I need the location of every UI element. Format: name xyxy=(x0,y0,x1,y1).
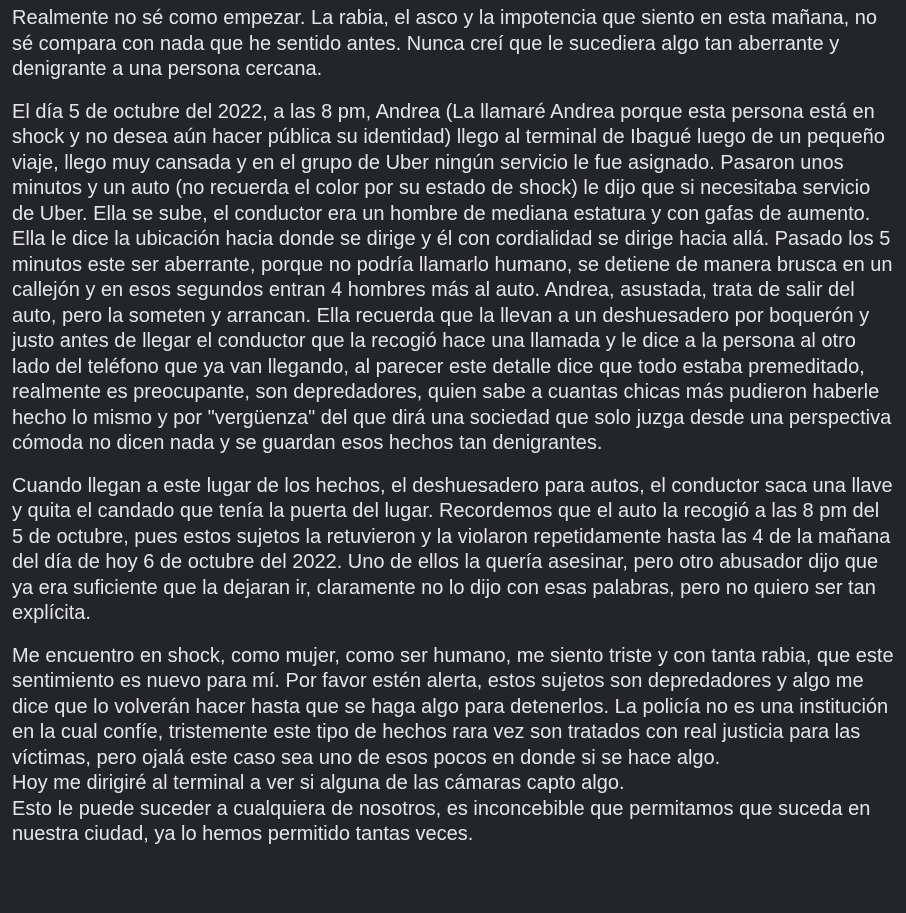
post-paragraph-intro: Realmente no sé como empezar. La rabia, el asco y la impotencia que siento en esta mañana, no sé compara con nada que he sentido antes. Nunca creí que le sucediera algo tan aberrante y denigrante a una persona cercana. xyxy=(12,7,877,80)
closing-line-feelings: Me encuentro en shock, como mujer, como ser humano, me siento triste y con tanta rabia, que este sentimiento es nuevo para mí. Por favor estén alerta, estos sujetos son depredadores y algo me dice que lo volverán hacer hasta que se haga algo para detenerlos. La policía no es una institución en la cual confíe, tristemente este tipo de hechos rara vez son tratados con real justicia para las víctimas, pero ojalá este caso sea uno de esos pocos en donde si se hace algo. xyxy=(12,644,894,769)
closing-line-warning: Esto le puede suceder a cualquiera de nosotros, es inconcebible que permitamos que suceda en nuestra ciudad, ya lo hemos permitido tantas veces. xyxy=(12,797,871,845)
post-paragraph-incident: El día 5 de octubre del 2022, a las 8 pm, Andrea (La llamaré Andrea porque esta persona está en shock y no desea aún hacer pública su identidad) llego al terminal de Ibagué luego de un pequeño viaje, llego muy cansada y en el grupo de Uber ningún servicio le fue asignado. Pasaron unos minutos y un auto (no recuerda el color por su estado de shock) le dijo que si necesitaba servicio de Uber. Ella se sube, el conductor era un hombre de mediana estatura y con gafas de aumento. Ella le dice la ubicación hacia donde se dirige y él con cordialidad se dirige hacia allá. Pasado los 5 minutos este ser aberrante, porque no podría llamarlo humano, se detiene de manera brusca en un callejón y en esos segundos entran 4 hombres más al auto. Andrea, asustada, trata de salir del auto, pero la someten y arrancan. Ella recuerda que la llevan a un deshuesadero por boquerón y justo antes de llegar el conductor que la recogió hace una llamada y le dice a la persona al otro lado del teléfono que ya van llegando, al parecer este detalle dice que todo estaba premeditado, realmente es preocupante, son depredadores, quien sabe a cuantas chicas más pudieron haberle hecho lo mismo y por "vergüenza" del que dirá una sociedad que solo juzga desde una perspectiva cómoda no dicen nada y se guardan esos hechos tan denigrantes. xyxy=(12,100,893,454)
post-paragraph-closing xyxy=(12,644,894,848)
closing-line-terminal: Hoy me dirigiré al terminal a ver si alguna de las cámaras capto algo. xyxy=(12,772,625,794)
post-paragraph-location: Cuando llegan a este lugar de los hechos, el deshuesadero para autos, el conductor saca una llave y quita el candado que tenía la puerta del lugar. Recordemos que el auto la recogió a las 8 pm del 5 de octubre, pues estos sujetos la retuvieron y la violaron repetidamente hasta las 4 de la mañana del día de hoy 6 de octubre del 2022. Uno de ellos la quería asesinar, pero otro abusador dijo que ya era suficiente que la dejaran ir, claramente no lo dijo con esas palabras, pero no quiero ser tan explícita. xyxy=(12,474,893,624)
